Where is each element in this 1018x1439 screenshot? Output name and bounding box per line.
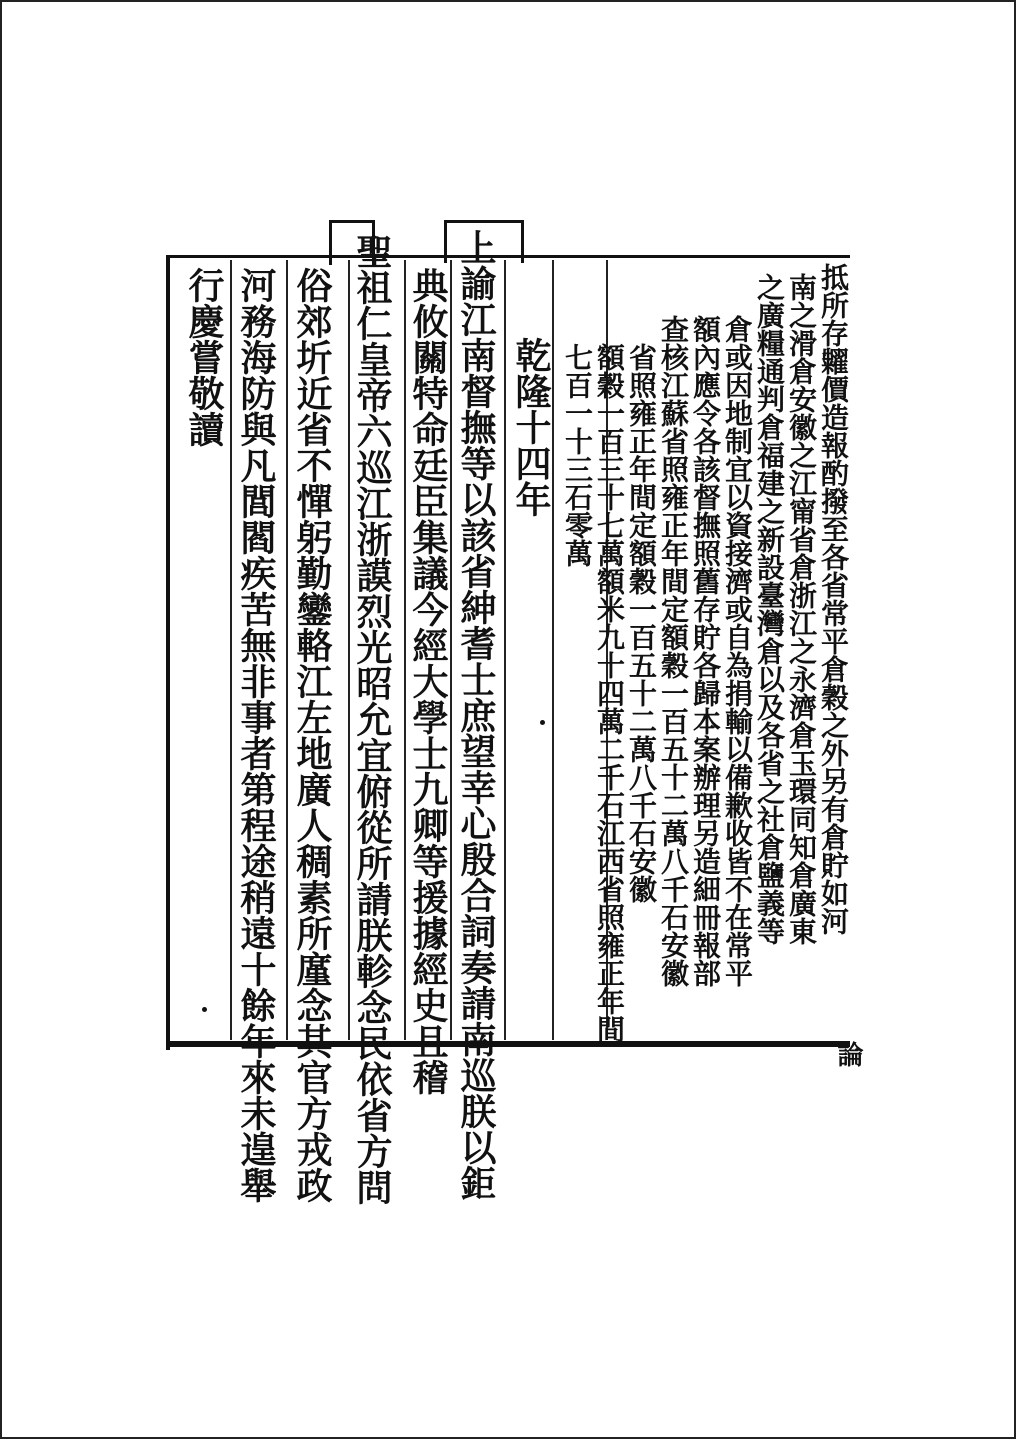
column-rule (450, 260, 452, 1040)
note-column-9: 抵所存糶價造報酌撥至各省常平倉穀之外另有倉貯如河 (817, 263, 850, 935)
punctuation-dot (540, 720, 545, 725)
note-column-6: 倉或因地制宜以資接濟或自為捐輸以備歉收皆不在常平 (721, 315, 754, 987)
column-rule (504, 260, 506, 1040)
column-rule (552, 260, 554, 1040)
column-rule (286, 260, 288, 1040)
text-column-3: 俗郊圻近省不憚躬勤鑾輅江左地廣人稠素所廑念其官方戎政 (291, 267, 333, 1203)
text-column-2: 河務海防與凡閭閻疾苦無非事者第程途稍遠十餘年來未遑舉 (235, 267, 277, 1203)
book-page (166, 215, 863, 1205)
text-column-4: 聖祖仁皇帝六巡江浙謨烈光昭允宜俯從所請朕軫念民依省方問 (351, 233, 393, 1205)
note-column-1: 七百一十三石零萬 (561, 343, 594, 567)
note-column-8: 南之滑倉安徽之江甯省倉浙江之永濟倉玉環同知倉廣東 (785, 273, 818, 945)
note-column-5: 額內應令各該督撫照舊存貯各歸本案辦理另造細冊報部 (689, 315, 722, 987)
text-column-5: 典攸關特命廷臣集議今經大學士九卿等援據經史且稽 (407, 267, 449, 1095)
note-column-7: 之廣糧通判倉福建之新設臺灣倉以及各省之社倉鹽義等 (753, 273, 786, 945)
text-column-1: 行慶嘗敬讀 (183, 267, 225, 447)
punctuation-dot (202, 1007, 207, 1012)
column-rule (404, 260, 406, 1040)
right-edge-character: 論 (833, 1041, 863, 1067)
note-column-3: 省照雍正年間定額穀一百五十二萬八千石安徽 (625, 343, 658, 903)
column-rule (230, 260, 232, 1040)
text-column-6: 上諭江南督撫等以該省紳耆士庶望幸心殷合詞奏請南巡朕以鉅 (455, 229, 497, 1201)
column-rule (348, 260, 350, 1040)
note-column-4: 查核江蘇省照雍正年間定額穀一百五十二萬八千石安徽 (657, 315, 690, 987)
left-border (166, 255, 170, 1050)
text-column-year: 乾隆十四年 (510, 337, 552, 517)
note-column-2: 額穀一百三十七萬額米九十四萬二千石江西省照雍正年間 (593, 343, 626, 1043)
top-border (166, 255, 850, 258)
